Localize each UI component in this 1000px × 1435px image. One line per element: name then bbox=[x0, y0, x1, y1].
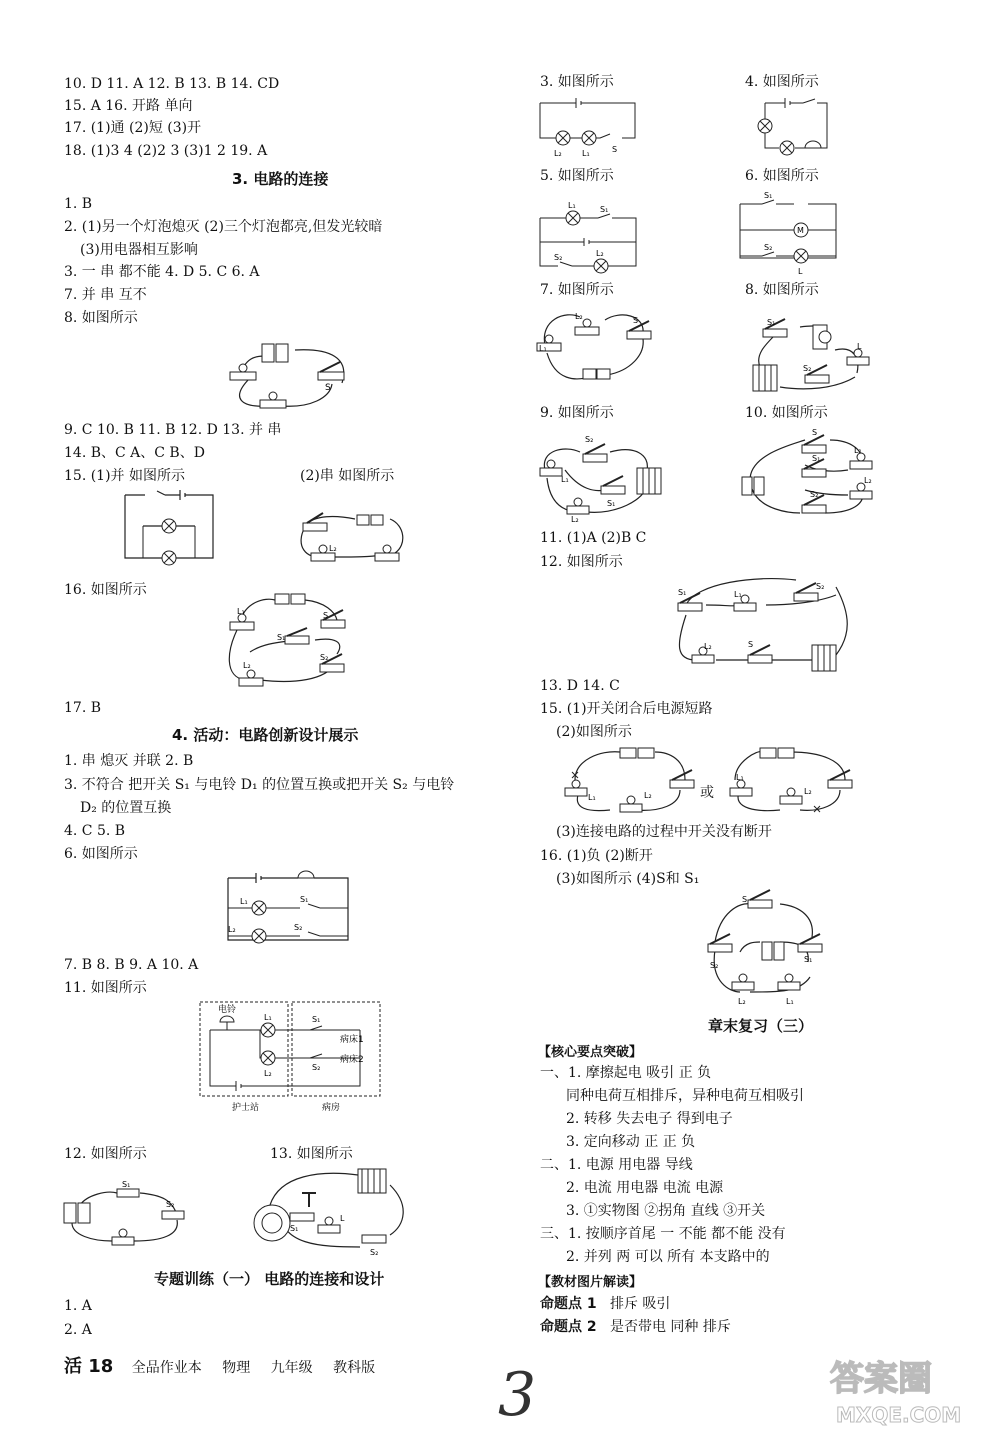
circuit-diagram bbox=[535, 305, 665, 395]
circuit-schematic bbox=[228, 868, 353, 948]
lamp-label: L₂ bbox=[738, 997, 746, 1006]
answer-line: 10. D 11. A 12. B 13. B 14. CD bbox=[64, 76, 280, 92]
answer-line: 12. 如图所示 bbox=[540, 554, 623, 570]
bell-label: 电铃 bbox=[218, 1005, 237, 1015]
lamp-label: L₁ bbox=[582, 149, 590, 158]
answer-line: 2. 并列 两 可以 所有 本支路中的 bbox=[566, 1249, 770, 1265]
circuit-diagram bbox=[240, 1165, 415, 1260]
lamp-label: L₁ bbox=[264, 1013, 272, 1022]
lamp-label: L₁ bbox=[561, 475, 569, 484]
switch-label: S bbox=[323, 611, 329, 620]
circuit-diagram bbox=[676, 575, 861, 690]
switch-label: S₁ bbox=[767, 318, 776, 327]
lamp-label: L₁ bbox=[568, 201, 576, 210]
answer-line: 15. (1)开关闭合后电源短路 bbox=[540, 701, 713, 717]
topic-key: 命题点 1 bbox=[540, 1296, 597, 1312]
switch-label: S₁ bbox=[277, 633, 286, 642]
answer-line: 14. B、C A、C B、D bbox=[64, 445, 205, 461]
circuit-schematic bbox=[540, 198, 640, 273]
lamp-label: L₂ bbox=[571, 515, 579, 524]
answer-line: (2)如图所示 bbox=[556, 724, 632, 740]
switch-label: S₁ bbox=[122, 1180, 131, 1189]
circuit-diagram bbox=[535, 430, 670, 525]
answer-line: 16. 如图所示 bbox=[64, 582, 147, 598]
lamp-label: L₂ bbox=[644, 791, 652, 800]
answer-line: 9. C 10. B 11. B 12. D 13. 并 串 bbox=[64, 422, 282, 438]
answer-line: 1. 串 熄灭 并联 2. B bbox=[64, 753, 194, 769]
section-bracket: 【教材图片解读】 bbox=[538, 1275, 643, 1290]
switch-label: S₂ bbox=[294, 923, 303, 932]
switch-label: S₁ bbox=[678, 588, 687, 597]
watermark-logo bbox=[810, 1350, 990, 1430]
topic-value: 是否带电 同种 排斥 bbox=[609, 1319, 731, 1335]
topic-key: 命题点 2 bbox=[540, 1319, 597, 1335]
answer-line: 8. 如图所示 bbox=[745, 282, 819, 298]
bed-label: 病床1 bbox=[340, 1035, 364, 1045]
page-number: 活 18 bbox=[64, 1356, 114, 1377]
answer-line: (3)如图所示 (4)S和 S₁ bbox=[556, 871, 700, 887]
answer-line: 15. A 16. 开路 单向 bbox=[64, 98, 193, 114]
answer-line: 16. (1)负 (2)断开 bbox=[540, 848, 653, 864]
section-title: 专题训练（一） 电路的连接和设计 bbox=[154, 1270, 385, 1288]
circuit-diagram bbox=[745, 305, 870, 400]
switch-label: S₂ bbox=[166, 1200, 175, 1209]
answer-line: 7. B 8. B 9. A 10. A bbox=[64, 957, 199, 973]
circuit-diagram bbox=[295, 505, 415, 570]
lamp-label: L₁ bbox=[240, 897, 248, 906]
lamp-label: L₂ bbox=[264, 1069, 272, 1078]
circuit-diagram bbox=[740, 425, 880, 525]
answer-line: 4. 如图所示 bbox=[745, 74, 819, 90]
or-label: 或 bbox=[700, 785, 714, 801]
lamp-label: L bbox=[857, 342, 862, 351]
switch-label: S₂ bbox=[312, 1063, 321, 1072]
answer-line: 17. B bbox=[64, 700, 102, 716]
switch-label: S₂ bbox=[585, 435, 594, 444]
circuit-schematic bbox=[540, 98, 640, 158]
lamp-label: L₁ bbox=[539, 344, 547, 353]
answer-line: 3. 定向移动 正 正 负 bbox=[566, 1134, 696, 1150]
lamp-label: L₂ bbox=[575, 312, 583, 321]
chapter-title: 章末复习（三） bbox=[708, 1017, 814, 1035]
edition: 教科版 bbox=[333, 1360, 376, 1376]
answer-line: 13. 如图所示 bbox=[270, 1146, 353, 1162]
grade: 九年级 bbox=[270, 1360, 313, 1376]
lamp-label: L₂ bbox=[243, 661, 251, 670]
lamp-label: L₁ bbox=[786, 997, 794, 1006]
answer-line: 二、1. 电源 用电器 导线 bbox=[540, 1157, 693, 1173]
answer-line: 15. (1)并 如图所示 bbox=[64, 468, 185, 484]
answer-line: 4. C 5. B bbox=[64, 823, 126, 839]
watermark-site: MXQE.COM bbox=[836, 1403, 962, 1427]
switch-label: S₁ bbox=[290, 1224, 299, 1233]
section-title: 3. 电路的连接 bbox=[232, 170, 329, 188]
answer-line: 1. A bbox=[64, 1298, 92, 1314]
lamp-label: L₂ bbox=[596, 249, 604, 258]
answer-line: 2. A bbox=[64, 1322, 92, 1338]
answer-line: 13. D 14. C bbox=[540, 678, 620, 694]
lamp-label: L₁ bbox=[237, 607, 245, 616]
handwritten-number: 3 bbox=[498, 1360, 537, 1430]
circuit-schematic bbox=[740, 188, 840, 278]
answer-line: 2. (1)另一个灯泡熄灭 (2)三个灯泡都亮,但发光较暗 bbox=[64, 219, 383, 235]
switch-label: S₁ bbox=[764, 191, 773, 200]
lamp-label: L₂ bbox=[804, 787, 812, 796]
switch-label: S bbox=[325, 383, 331, 393]
lamp-label: L₁ bbox=[734, 590, 742, 599]
answer-line: 8. 如图所示 bbox=[64, 310, 138, 326]
switch-label: S bbox=[748, 640, 754, 649]
answer-line: 5. 如图所示 bbox=[540, 168, 614, 184]
answer-line: 9. 如图所示 bbox=[540, 405, 614, 421]
section-title: 4. 活动：电路创新设计展示 bbox=[172, 726, 359, 744]
answer-line: 一、1. 摩擦起电 吸引 正 负 bbox=[540, 1065, 712, 1081]
answer-line: (3)用电器相互影响 bbox=[80, 242, 198, 258]
lamp-label: L₂ bbox=[228, 925, 236, 934]
switch-label: S bbox=[742, 895, 748, 904]
lamp-label: L₂ bbox=[329, 544, 337, 553]
circuit-diagram bbox=[220, 328, 360, 413]
lamp-label: L₂ bbox=[704, 642, 712, 651]
answer-line: 3. 如图所示 bbox=[540, 74, 614, 90]
answer-line: 10. 如图所示 bbox=[745, 405, 828, 421]
circuit-diagram bbox=[62, 1175, 197, 1255]
switch-label: S₁ bbox=[300, 895, 309, 904]
answer-line: 3. ①实物图 ②拐角 直线 ③开关 bbox=[566, 1203, 766, 1219]
circuit-diagram bbox=[700, 892, 835, 1012]
switch-label: S₁ bbox=[812, 454, 821, 463]
answer-line: 12. 如图所示 bbox=[64, 1146, 147, 1162]
switch-label: S₂ bbox=[554, 253, 563, 262]
circuit-schematic bbox=[125, 490, 215, 570]
lamp-label: L₁ bbox=[736, 773, 744, 782]
switch-label: S bbox=[612, 145, 618, 154]
lamp-label: L bbox=[340, 1214, 345, 1223]
answer-line: 三、1. 按顺序首尾 一 不能 都不能 没有 bbox=[540, 1226, 786, 1242]
lamp-label: L₂ bbox=[554, 149, 562, 158]
switch-label: S₂ bbox=[320, 653, 329, 662]
switch-label: S bbox=[812, 428, 818, 437]
answer-line: 7. 并 串 互不 bbox=[64, 287, 147, 303]
topic-value: 排斥 吸引 bbox=[609, 1296, 671, 1312]
switch-label: S₁ bbox=[804, 955, 813, 964]
answer-line: 6. 如图所示 bbox=[745, 168, 819, 184]
subject: 物理 bbox=[222, 1360, 251, 1376]
switch-label: S₂ bbox=[810, 490, 819, 499]
answer-line bbox=[540, 1317, 731, 1337]
switch-label: S₂ bbox=[803, 364, 812, 373]
answer-line: 6. 如图所示 bbox=[64, 846, 138, 862]
bed-label: 病床2 bbox=[340, 1055, 364, 1065]
switch-label: S₂ bbox=[710, 961, 719, 970]
switch-label: S₁ bbox=[607, 499, 616, 508]
switch-label: S bbox=[633, 316, 639, 325]
circuit-schematic bbox=[765, 98, 835, 158]
answer-line: 同种电荷互相排斥，异种电荷互相吸引 bbox=[566, 1088, 804, 1104]
answer-line: 3. 一 串 都不能 4. D 5. C 6. A bbox=[64, 264, 260, 280]
circuit-diagram bbox=[225, 592, 360, 692]
switch-label: S₂ bbox=[816, 582, 825, 591]
answer-line: 1. B bbox=[64, 196, 93, 212]
page-footer bbox=[64, 1352, 391, 1378]
lamp-label: L₂ bbox=[864, 476, 872, 485]
ward-label: 病房 bbox=[322, 1103, 341, 1113]
lamp-label: L bbox=[798, 267, 803, 276]
answer-line: 17. (1)通 (2)短 (3)开 bbox=[64, 120, 202, 136]
circuit-diagram bbox=[720, 740, 860, 820]
answer-line: (3)连接电路的过程中开关没有断开 bbox=[556, 824, 772, 840]
answer-line bbox=[540, 1294, 670, 1314]
watermark-top: 答案圈 bbox=[830, 1359, 932, 1399]
answer-line: D₂ 的位置互换 bbox=[80, 800, 172, 816]
motor-label: M bbox=[797, 226, 804, 235]
lamp-label: L₁ bbox=[854, 446, 862, 455]
switch-label: S₁ bbox=[312, 1015, 321, 1024]
circuit-schematic bbox=[200, 1000, 385, 1115]
switch-label: S₁ bbox=[600, 205, 609, 214]
answer-line: 2. 电流 用电器 电流 电源 bbox=[566, 1180, 724, 1196]
switch-label: S₂ bbox=[370, 1248, 379, 1257]
answer-line: 2. 转移 失去电子 得到电子 bbox=[566, 1111, 733, 1127]
answer-line: 18. (1)3 4 (2)2 3 (3)1 2 19. A bbox=[64, 143, 268, 159]
answer-line: (2)串 如图所示 bbox=[300, 468, 395, 484]
switch-label: S₂ bbox=[764, 243, 773, 252]
lamp-label: L₁ bbox=[588, 793, 596, 802]
answer-line: 11. 如图所示 bbox=[64, 980, 147, 996]
circuit-diagram bbox=[560, 740, 700, 820]
section-bracket: 【核心要点突破】 bbox=[538, 1045, 643, 1060]
answer-line: 11. (1)A (2)B C bbox=[540, 530, 647, 546]
answer-line: 7. 如图所示 bbox=[540, 282, 614, 298]
answer-line: 3. 不符合 把开关 S₁ 与电铃 D₁ 的位置互换或把开关 S₂ 与电铃 bbox=[64, 777, 455, 793]
nurse-station-label: 护士站 bbox=[232, 1103, 260, 1113]
book-title: 全品作业本 bbox=[131, 1360, 202, 1376]
